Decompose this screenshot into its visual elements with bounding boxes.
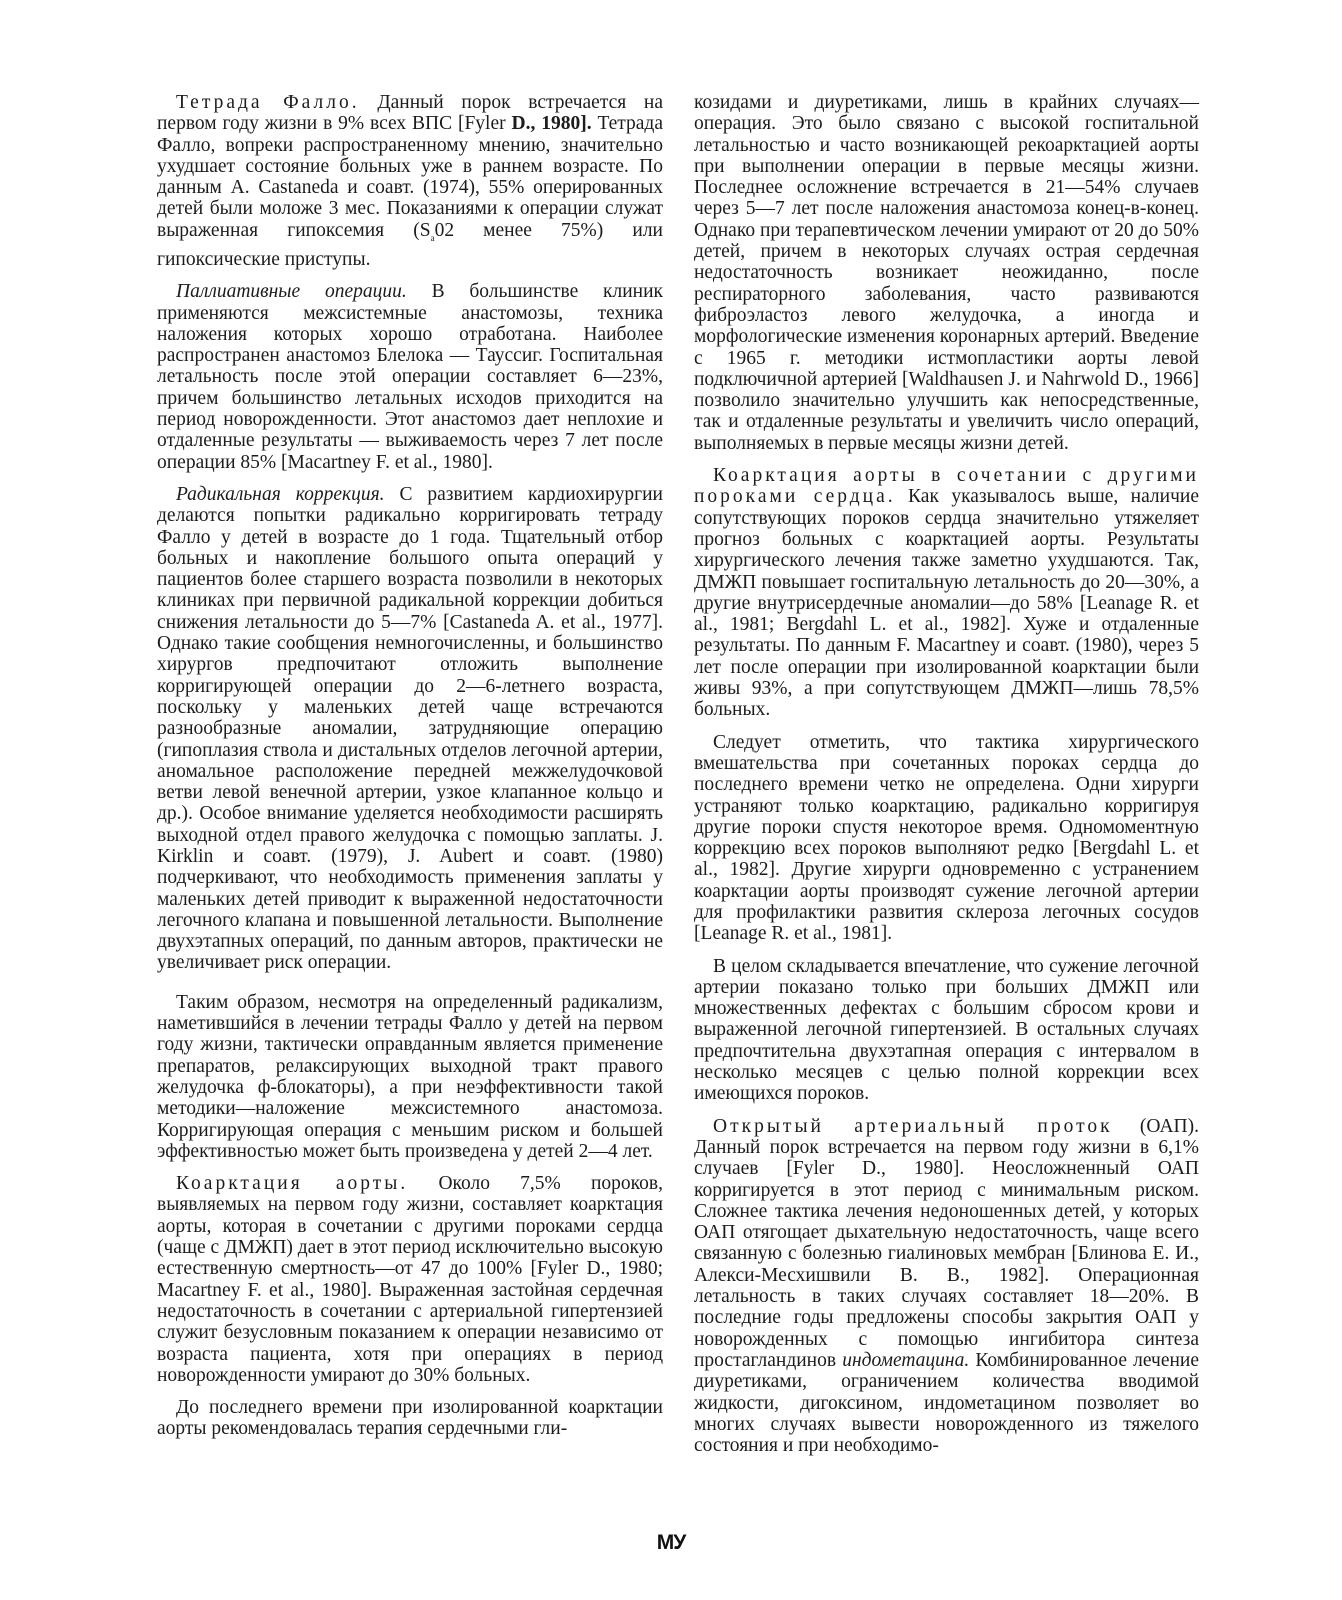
section-heading-pda: Открытый артериальный проток [713,1115,1113,1137]
paragraph-radical [157,484,663,974]
paragraph-palliative [157,281,663,473]
paragraph-continuation: козидами и диуретиками, лишь в крайних случаях—операция. Это было связано с высокой госпитальной летальностью и часто возникающей рекоарктацией аорты при выполнении операции в первые месяцы жизни. Последнее осложнение встречается в 21—54% случаев через 5—7 лет после наложения анастомоза конец-в-конец. Однако при терапевтическом лечении умирают от 20 до 50% детей, причем в некоторых случаях острая сердечная недостаточность возникает неожиданно, после респираторного заболевания, часто развиваются фиброэластоз левого желудочка, а иногда и морфологические изменения коронарных артерий. Введение с 1965 г. методики истмопластики аорты левой подключичной артерией [Waldhausen J. и Nahrwold D., 1966] позволило значительно улучшить как непосредственные, так и отдаленные результаты и увеличить число операций, выполняемых в первые месяцы жизни детей. [694,92,1199,454]
paragraph-text: В большинстве клиник применяются межсистемные анастомозы, техника наложения которых хорошо отработана. Наиболее распространен анастомоз Блелока — Тауссиг. Госпитальная летальность после этой операции составляет 6—23%, причем большинство летальных исходов приходится на период новорожденности. Этот анастомоз дает неплохие и отдаленные результаты — выживаемость через 7 лет после операции 85% [Macartney F. et al., 1980]. [157,281,664,473]
reference-bold: D., 1980]. [511,113,592,135]
drug-name-italic: индометацина. [842,1349,970,1371]
paragraph-coarctation [157,1173,663,1386]
paragraph-combined [694,465,1199,721]
paragraph-pda [694,1116,1199,1457]
section-heading-palliative: Паллиативные операции. [176,281,407,303]
paragraph-isolated: До последнего времени при изолированной коарктации аорты рекомендовалась терапия сердечными гли- [157,1397,663,1440]
paragraph-text: (ОАП). Данный порок встречается на первом году жизни в 6,1% случаев [Fyler D., 1980]. Неосложненный ОАП корригируется в этот период с минимальным риском. Сложнее тактика лечения недоношенных детей, у которых ОАП отягощает дыхательную недостаточность, чаще всего связанную с болезнью гиалиновых мембран [Блинова Е. И., Алекси-Месхишвили В. В., 1982]. Операционная летальность в таких случаях составляет 18—20%. В последние годы предложены способы закрытия ОАП у новорожденных с помощью ингибитора синтеза простагландинов [694,1115,1200,1371]
section-heading-combined: Коарктация аорты в сочетании с другими пороками сердца. [694,465,1199,508]
paragraph-summary: Таким образом, несмотря на определенный радикализм, наметившийся в лечении тетрады Фалло у детей на первом году жизни, тактически оправданным является применение препаратов, релаксирующих выходной тракт правого желудочка ф-блокаторы), а при неэффективности такой методики—наложение межсистемного анастомоза. Корригирующая операция с меньшим риском и большей эффективностью может быть произведена у детей 2—4 лет. [157,991,663,1162]
paragraph-text: Комбинированное лечение диуретиками, ограничением количества вводимой жидкости, дигоксином, индометацином позволяет во многих случаях вывести новорожденного из тяжелого состояния и при необходимо- [694,1349,1199,1457]
section-heading-coarctation: Коарктация аорты. [176,1173,409,1195]
page-number: МУ [656,1531,686,1554]
paragraph-text: 02 менее 75%) или гипоксические приступы. [157,219,663,270]
paragraph-tetrada [157,92,663,270]
paragraph-tactics: Следует отметить, что тактика хирургического вмешательства при сочетанных пороках сердца до последнего времени четко не определена. Одни хирурги устраняют только коарктацию, радикально корригируя другие пороки спустя некоторое время. Одномоментную коррекцию всех пороков выполняют редко [Bergdahl L. et al., 1982]. Другие хирурги одновременно с устранением коарктации аорты производят сужение легочной артерии для профилактики развития склероза легочных сосудов [Leanage R. et al., 1981]. [694,731,1199,945]
paragraph-text: Данный порок встречается на первом году жизни в 9% всех ВПС [Fyler [157,92,664,135]
right-column [694,92,1199,1467]
paragraph-text: Около 7,5% пороков, выявляемых на первом году жизни, составляет коарктация аорты, которая в сочетании с другими пороками сердца (чаще с ДМЖП) дает в этот период исключительно высокую естественную смертность—от 47 до 100% [Fyler D., 1980; Macartney F. et al., 1980]. Выраженная застойная сердечная недостаточность в сочетании с артериальной гипертензией служит безусловным показанием к операции независимо от возраста пациента, хотя при операциях в период новорожденности умирают до 30% больных. [157,1173,663,1386]
section-heading-radical: Радикальная коррекция. [176,483,385,505]
paragraph-text: Тетрада Фалло, вопреки распространенному мнению, значительно ухудшает состояние больных уже в раннем возрасте. По данным A. Castaneda и соавт. (1974), 55% оперированных детей были моложе 3 мес. Показаниями к операции служат выраженная гипоксемия (S [157,113,664,241]
paragraph-conclusion: В целом складывается впечатление, что сужение легочной артерии показано только при больших ДМЖП или множественных дефектах с большим сбросом крови и выраженной легочной гипертензией. В остальных случаях предпочтительна двухэтапная операция с интервалом в несколько месяцев с целью полной коррекции всех имеющихся пороков. [694,955,1199,1105]
subscript: a [430,232,435,243]
left-column [157,92,663,1451]
section-heading-tetrada: Тетрада Фалло. [176,92,360,113]
paragraph-text: С развитием кардиохирургии делаются попытки радикально корригировать тетраду Фалло у детей в возрасте до 1 года. Тщательный отбор больных и накопление большого опыта операций у пациентов более старшего возраста позволили в некоторых клиниках при первичной радикальной коррекции добиться снижения летальности до 5—7% [Castaneda A. et al., 1977]. Однако такие сообщения немногочисленны, и большинство хирургов предпочитают отложить выполнение корригирующей операции до 2—6-летнего возраста, поскольку у маленьких детей чаще встречаются разнообразные аномалии, затрудняющие операцию (гипоплазия ствола и дистальных отделов легочной артерии, аномальное расположение передней межжелудочковой ветви левой венечной артерии, узкое клапанное кольцо и др.). Особое внимание уделяется необходимости расширять выходной отдел правого желудочка с помощью заплаты. J. Kirklin и соавт. (1979), J. Aubert и соавт. (1980) подчеркивают, что необходимость применения заплаты у маленьких детей приводит к выраженной недостаточности легочного клапана и повышенной летальности. Выполнение двухэтапных операций, по данным авторов, практически не увеличивает риск операции. [157,483,663,974]
paragraph-text: Как указывалось выше, наличие сопутствующих пороков сердца значительно утяжеляет прогноз больных с коарктацией аорты. Результаты хирургического лечения также заметно ухудшаются. Так, ДМЖП повышает госпитальную летальность до 20—30%, а другие внутрисердечные аномалии—до 58% [Leanage R. et al., 1981; Bergdahl L. et al., 1982]. Хуже и отдаленные результаты. По данным F. Macartney и соавт. (1980), через 5 лет после операции при изолированной коарктации были живы 93%, а при сопутствующем ДМЖП—лишь 78,5% больных. [694,486,1199,721]
